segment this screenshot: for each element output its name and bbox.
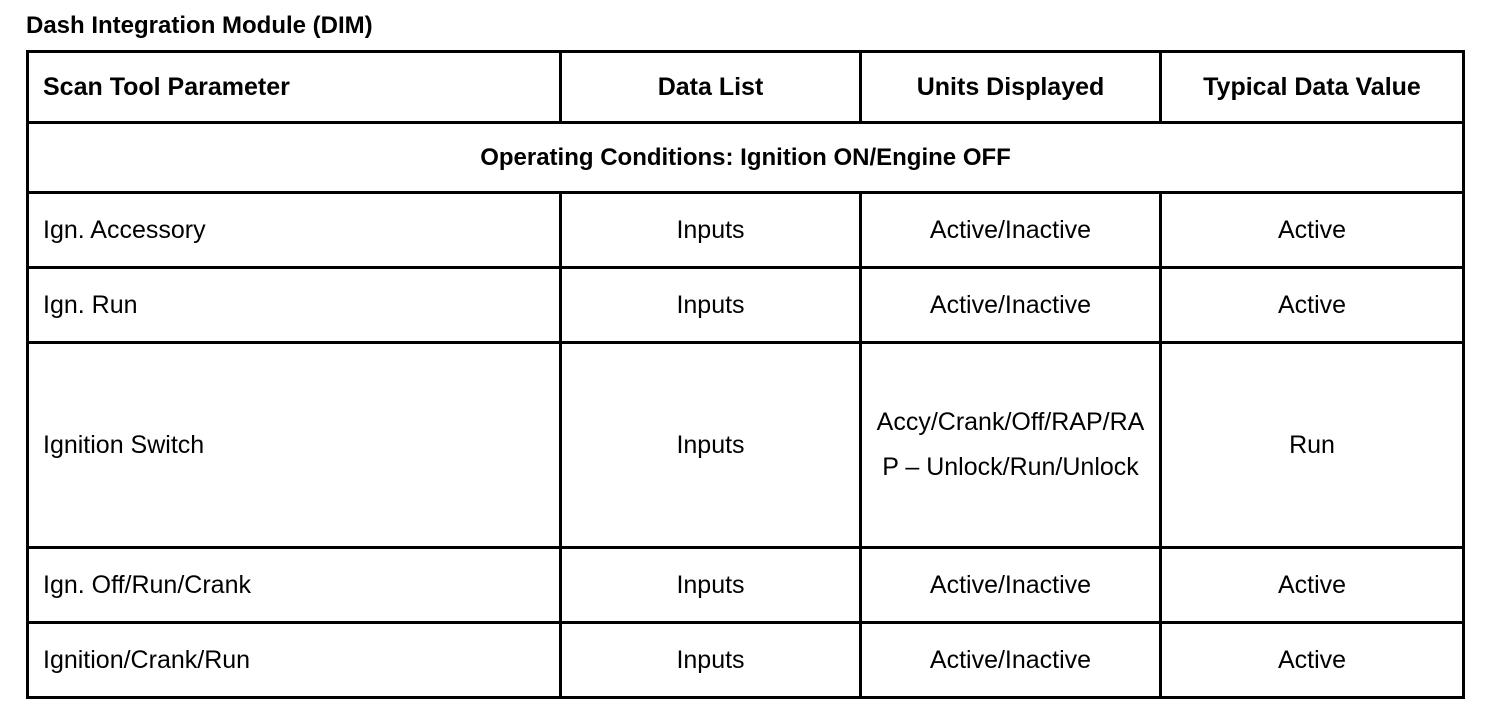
header-scan-tool-parameter: Scan Tool Parameter — [28, 52, 561, 123]
data-list-cell: Inputs — [561, 193, 861, 268]
typical-value-cell: Active — [1161, 268, 1464, 343]
parameter-cell: Ignition/Crank/Run — [28, 623, 561, 698]
operating-conditions-heading: Operating Conditions: Ignition ON/Engine OFF — [28, 123, 1464, 193]
section-row — [28, 123, 1464, 193]
units-cell: Active/Inactive — [861, 623, 1161, 698]
typical-value-cell: Active — [1161, 548, 1464, 623]
units-cell: Active/Inactive — [861, 548, 1161, 623]
table-row — [28, 193, 1464, 268]
header-typical-data-value: Typical Data Value — [1161, 52, 1464, 123]
units-cell: Active/Inactive — [861, 193, 1161, 268]
table-row — [28, 623, 1464, 698]
units-cell: Accy/Crank/Off/RAP/RAP – Unlock/Run/Unlock — [861, 343, 1161, 548]
table-row — [28, 268, 1464, 343]
parameter-cell: Ignition Switch — [28, 343, 561, 548]
table-header-row — [28, 52, 1464, 123]
parameter-cell: Ign. Off/Run/Crank — [28, 548, 561, 623]
header-units-displayed: Units Displayed — [861, 52, 1161, 123]
data-list-cell: Inputs — [561, 548, 861, 623]
data-list-cell: Inputs — [561, 623, 861, 698]
header-data-list: Data List — [561, 52, 861, 123]
typical-value-cell: Active — [1161, 193, 1464, 268]
typical-value-cell: Run — [1161, 343, 1464, 548]
units-cell: Active/Inactive — [861, 268, 1161, 343]
scan-tool-data-table — [26, 50, 1465, 699]
table-row — [28, 548, 1464, 623]
data-list-cell: Inputs — [561, 268, 861, 343]
page-title: Dash Integration Module (DIM) — [26, 12, 373, 39]
parameter-cell: Ign. Accessory — [28, 193, 561, 268]
typical-value-cell: Active — [1161, 623, 1464, 698]
data-list-cell: Inputs — [561, 343, 861, 548]
parameter-cell: Ign. Run — [28, 268, 561, 343]
table-row — [28, 343, 1464, 548]
